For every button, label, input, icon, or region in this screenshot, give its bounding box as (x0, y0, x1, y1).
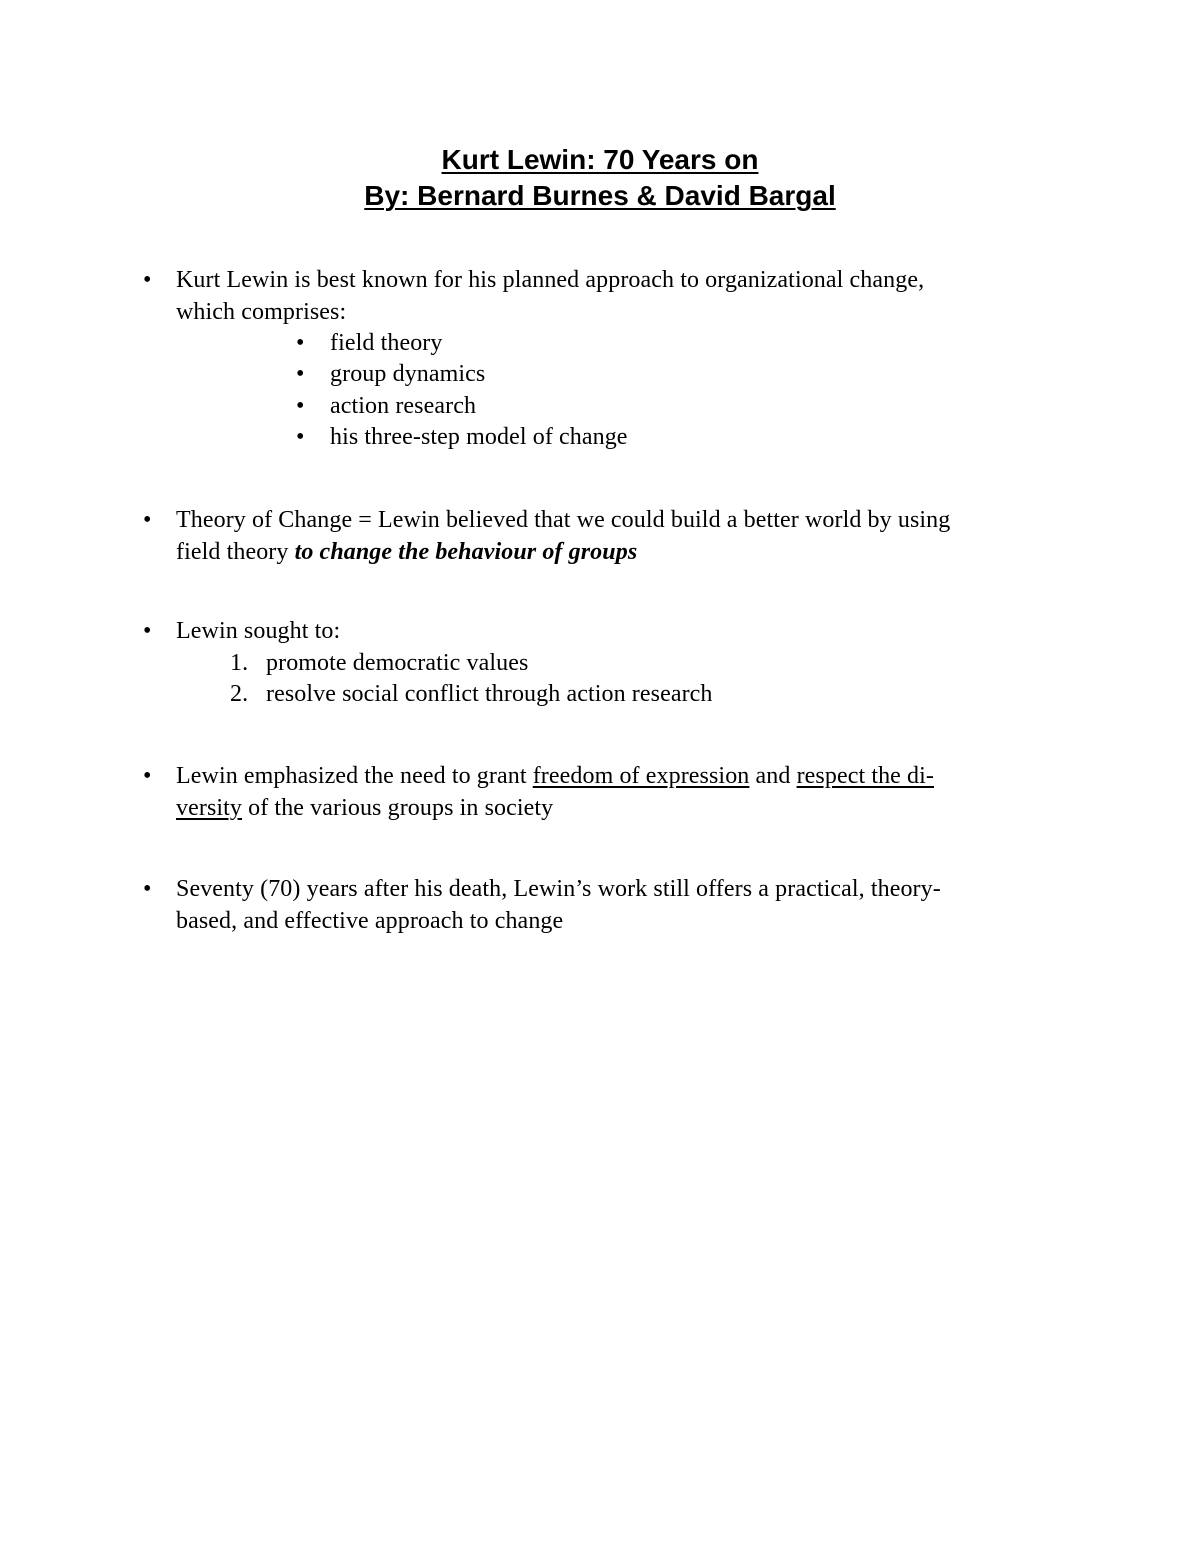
bullet-text-line: which comprises: (176, 298, 347, 325)
list-number: 1. (230, 650, 249, 676)
bullet-text-line (176, 793, 1076, 825)
bullet-icon: • (296, 393, 305, 419)
list-number: 2. (230, 681, 249, 707)
bullet-text-line: Kurt Lewin is best known for his planned approach to organizational change, (176, 267, 925, 293)
bullet-text-plain: Lewin emphasized the need to grant (176, 763, 533, 789)
bullet-text-line: Lewin sought to: (176, 618, 341, 644)
bullet-text-line (176, 537, 1076, 569)
bullet-text-line (176, 761, 1076, 793)
emphasized-text: to change the behaviour of groups (294, 538, 638, 565)
bullet-text-line: Seventy (70) years after his death, Lewin’s work still offers a practical, theory- (176, 876, 941, 902)
bullet-text-line: Theory of Change = Lewin believed that we could build a better world by using (176, 507, 951, 533)
bullet-icon: • (296, 424, 305, 450)
sub-list-item-label: field theory (330, 330, 443, 356)
sub-list-item-label: action research (330, 393, 477, 419)
bullet-icon: • (143, 876, 152, 902)
bullet-icon: • (143, 267, 152, 293)
underlined-phrase-freedom: freedom of expression (532, 763, 750, 789)
sub-list-item-label: his three-step model of change (330, 424, 628, 450)
bullet-text-plain: of the various groups in society (242, 794, 554, 821)
bullet-icon: • (143, 763, 152, 789)
document-byline: By: Bernard Burnes & David Bargal (364, 180, 836, 211)
bullet-text-line: based, and effective approach to change (176, 907, 564, 934)
bullet-icon: • (296, 330, 305, 356)
bullet-text-plain: and (749, 763, 797, 789)
numbered-list-item-label: resolve social conflict through action research (266, 681, 713, 707)
bullet-icon: • (143, 507, 152, 533)
sub-list-item-label: group dynamics (330, 361, 486, 387)
underlined-phrase-diversity: versity (176, 794, 243, 821)
document-title: Kurt Lewin: 70 Years on (441, 144, 759, 175)
numbered-list-item-label: promote democratic values (266, 650, 529, 676)
underlined-phrase-respect: respect the di- (796, 763, 934, 789)
bullet-icon: • (296, 361, 305, 387)
bullet-icon: • (143, 618, 152, 644)
bullet-text-plain: field theory (176, 538, 295, 565)
